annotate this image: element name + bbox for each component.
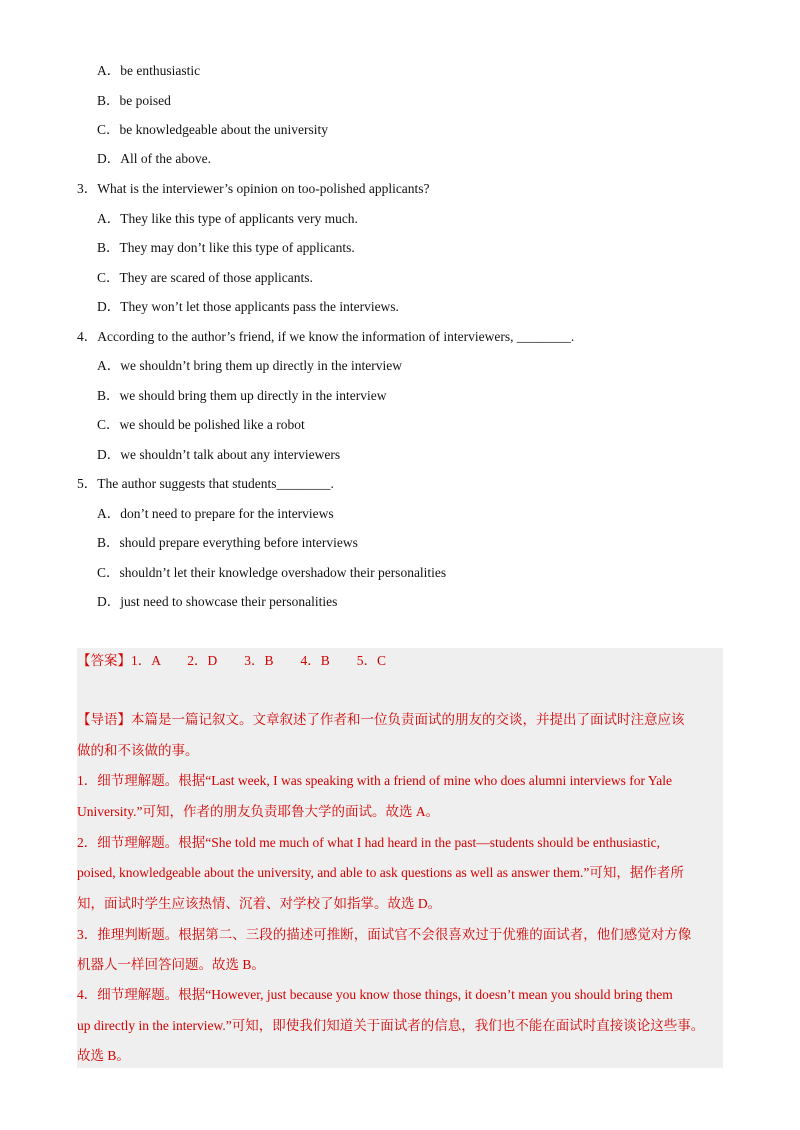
answer-key: 【答案】1．A 2．D 3．B 4．B 5．C — [77, 653, 387, 668]
explanation-line: 知，面试时学生应该热情、沉着、对学校了如指掌。故选 D。 — [77, 896, 442, 911]
option-2b: B．be poised — [97, 93, 171, 108]
option-2d: D．All of the above. — [97, 151, 211, 166]
explanation-line: University.”可知，作者的朋友负责耶鲁大学的面试。故选 A。 — [77, 804, 440, 819]
option-3d: D．They won’t let those applicants pass the interviews. — [97, 299, 399, 314]
option-4d: D．we shouldn’t talk about any interviewers — [97, 447, 341, 462]
question-4-stem: 4．According to the author’s friend, if we know the information of interviewers, ________. — [77, 329, 575, 344]
explanation-line: 2．细节理解题。根据“She told me much of what I had heard in the past—students should be enthusiastic, — [77, 835, 661, 850]
option-4a: A．we shouldn’t bring them up directly in the interview — [97, 358, 402, 373]
option-2a: A．be enthusiastic — [97, 63, 201, 78]
explanation-line: up directly in the interview.”可知，即使我们知道关于面试者的信息，我们也不能在面试时直接谈论这些事。 — [77, 1018, 705, 1033]
option-4c: C．we should be polished like a robot — [97, 417, 305, 432]
option-5d: D．just need to showcase their personalities — [97, 594, 338, 609]
option-3a: A．They like this type of applicants very much. — [97, 211, 358, 226]
option-3c: C．They are scared of those applicants. — [97, 270, 313, 285]
option-3b: B．They may don’t like this type of applicants. — [97, 240, 355, 255]
option-5c: C．shouldn’t let their knowledge overshadow their personalities — [97, 565, 447, 580]
question-5-stem: 5．The author suggests that students________. — [77, 476, 334, 491]
explanation-line: poised, knowledgeable about the university, and able to ask questions as well as answer them.”可知，据作者所 — [77, 865, 684, 880]
option-2c: C．be knowledgeable about the university — [97, 122, 328, 137]
explanation-line: 1．细节理解题。根据“Last week, I was speaking with a friend of mine who does alumni interviews for Yale — [77, 773, 673, 788]
question-3-stem: 3．What is the interviewer’s opinion on too-polished applicants? — [77, 181, 430, 196]
explanation-line: 3．推理判断题。根据第二、三段的描述可推断，面试官不会很喜欢过于优雅的面试者，他们感觉对方像 — [77, 927, 692, 942]
explanation-line: 机器人一样回答问题。故选 B。 — [77, 957, 265, 972]
explanation-line: 【导语】本篇是一篇记叙文。文章叙述了作者和一位负责面试的朋友的交谈，并提出了面试时注意应该 — [77, 712, 685, 727]
option-5b: B．should prepare everything before interviews — [97, 535, 358, 550]
explanation-line: 4．细节理解题。根据“However, just because you know those things, it doesn’t mean you should bring them — [77, 987, 673, 1002]
option-4b: B．we should bring them up directly in the interview — [97, 388, 387, 403]
explanation-line: 做的和不该做的事。 — [77, 743, 199, 758]
explanation-line: 故选 B。 — [77, 1048, 130, 1063]
answer-explanation-box — [77, 648, 723, 1068]
option-5a: A．don’t need to prepare for the interviews — [97, 506, 334, 521]
